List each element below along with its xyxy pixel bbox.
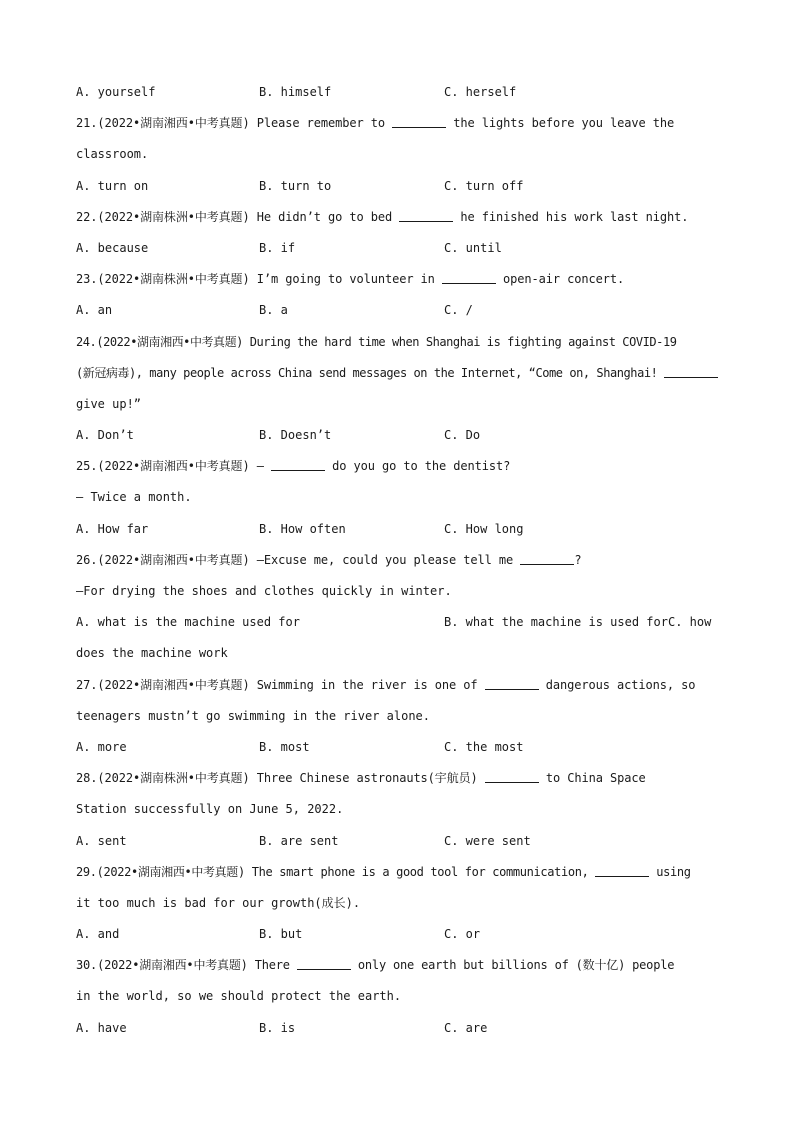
question-24: [76, 332, 722, 363]
option-b: B. are sent: [259, 833, 339, 848]
question-25: [76, 456, 722, 487]
options-row: [76, 82, 722, 113]
options-row: [76, 300, 722, 331]
question-text-cont: dangerous actions, so: [538, 677, 696, 692]
options-row: [76, 425, 722, 456]
option-b-and-c: B. what the machine is used forC. how: [444, 615, 712, 630]
options-row: [76, 612, 722, 643]
options-row: [76, 831, 722, 862]
question-text-cont: he finished his work last night.: [453, 209, 689, 224]
answer-blank: [392, 114, 446, 128]
option-c: C. turn off: [444, 178, 524, 193]
answer-blank: [595, 863, 649, 877]
option-c: C. were sent: [444, 833, 531, 848]
option-c: C. /: [444, 303, 473, 318]
question-continuation: [76, 363, 722, 394]
question-23: [76, 269, 722, 300]
options-row: [76, 924, 722, 955]
question-continuation: give up!”: [76, 396, 142, 411]
option-c: C. or: [444, 927, 481, 942]
option-a: A. what is the machine used for: [76, 615, 300, 630]
dialogue-reply: — Twice a month.: [76, 490, 192, 505]
option-b: B. Doesn’t: [259, 428, 332, 443]
question-text: 26.(2022•湖南湘西•中考真题) —Excuse me, could you please tell me: [76, 552, 521, 567]
question-continuation: classroom.: [76, 147, 149, 162]
options-row: [76, 238, 722, 269]
option-a: A. How far: [76, 521, 149, 536]
question-text: 23.(2022•湖南株洲•中考真题) I’m going to volunteer in: [76, 272, 442, 287]
option-b: B. How often: [259, 521, 346, 536]
question-text-cont: using: [649, 864, 691, 879]
option-c: C. are: [444, 1020, 488, 1035]
options-row: [76, 737, 722, 768]
option-a: A. an: [76, 303, 113, 318]
answer-blank: [520, 551, 574, 565]
question-text-cont: open-air concert.: [495, 272, 625, 287]
question-text: 24.(2022•湖南湘西•中考真题) During the hard time when Shanghai is fighting against COVID-19: [76, 334, 677, 349]
option-c: C. the most: [444, 739, 524, 754]
question-text-cont: the lights before you leave the: [446, 116, 675, 131]
options-row: [76, 519, 722, 550]
option-b: B. turn to: [259, 178, 332, 193]
answer-blank: [271, 457, 325, 471]
answer-blank: [485, 676, 539, 690]
question-text: 30.(2022•湖南湘西•中考真题) There: [76, 958, 297, 973]
question-text: 21.(2022•湖南湘西•中考真题) Please remember to: [76, 116, 393, 131]
option-c: C. herself: [444, 85, 517, 99]
option-b: B. a: [259, 303, 288, 318]
option-a: A. have: [76, 1020, 127, 1035]
option-c: C. Do: [444, 428, 481, 443]
question-continuation: it too much is bad for our growth(成长).: [76, 895, 361, 910]
option-b: B. himself: [259, 85, 332, 99]
question-continuation: teenagers mustn’t go swimming in the river alone.: [76, 708, 431, 723]
question-26: [76, 550, 722, 581]
option-b: B. is: [259, 1020, 296, 1035]
question-30: [76, 955, 722, 986]
option-a: A. and: [76, 927, 120, 942]
option-c: C. until: [444, 240, 502, 255]
answer-blank: [664, 364, 718, 378]
question-27: [76, 675, 722, 706]
option-b: B. but: [259, 927, 303, 942]
question-text: (新冠病毒), many people across China send messages on the Internet, “Come on, Shanghai!: [76, 365, 665, 380]
worksheet-page: [76, 82, 722, 1049]
question-continuation: in the world, so we should protect the earth.: [76, 989, 402, 1004]
question-text: 27.(2022•湖南湘西•中考真题) Swimming in the river is one of: [76, 677, 485, 692]
answer-blank: [485, 769, 539, 783]
option-a: A. yourself: [76, 85, 156, 99]
options-row: [76, 176, 722, 207]
question-text-cont: only one earth but billions of (数十亿) people: [350, 958, 675, 973]
question-22: [76, 207, 722, 238]
question-21: [76, 113, 722, 144]
answer-blank: [297, 956, 351, 970]
option-continuation: does the machine work: [76, 646, 228, 661]
dialogue-reply: —For drying the shoes and clothes quickly in winter.: [76, 584, 452, 598]
option-b: B. if: [259, 240, 296, 255]
question-continuation: Station successfully on June 5, 2022.: [76, 802, 344, 817]
question-text-cont: ?: [574, 552, 582, 567]
option-c: C. How long: [444, 521, 524, 536]
option-a: A. Don’t: [76, 428, 134, 443]
option-a: A. turn on: [76, 178, 149, 193]
question-29: [76, 862, 722, 893]
option-a: A. sent: [76, 833, 127, 848]
question-28: [76, 768, 722, 799]
question-text-cont: do you go to the dentist?: [324, 459, 511, 474]
option-a: A. because: [76, 240, 149, 255]
answer-blank: [399, 208, 453, 222]
option-b: B. most: [259, 739, 310, 754]
option-a: A. more: [76, 739, 127, 754]
question-text: 22.(2022•湖南株洲•中考真题) He didn’t go to bed: [76, 209, 400, 224]
answer-blank: [442, 270, 496, 284]
question-text: 29.(2022•湖南湘西•中考真题) The smart phone is a good tool for communication,: [76, 864, 596, 879]
question-text: 25.(2022•湖南湘西•中考真题) —: [76, 459, 271, 474]
options-row: [76, 1018, 722, 1049]
question-text: 28.(2022•湖南株洲•中考真题) Three Chinese astronauts(宇航员): [76, 771, 485, 786]
question-text-cont: to China Space: [538, 771, 646, 786]
